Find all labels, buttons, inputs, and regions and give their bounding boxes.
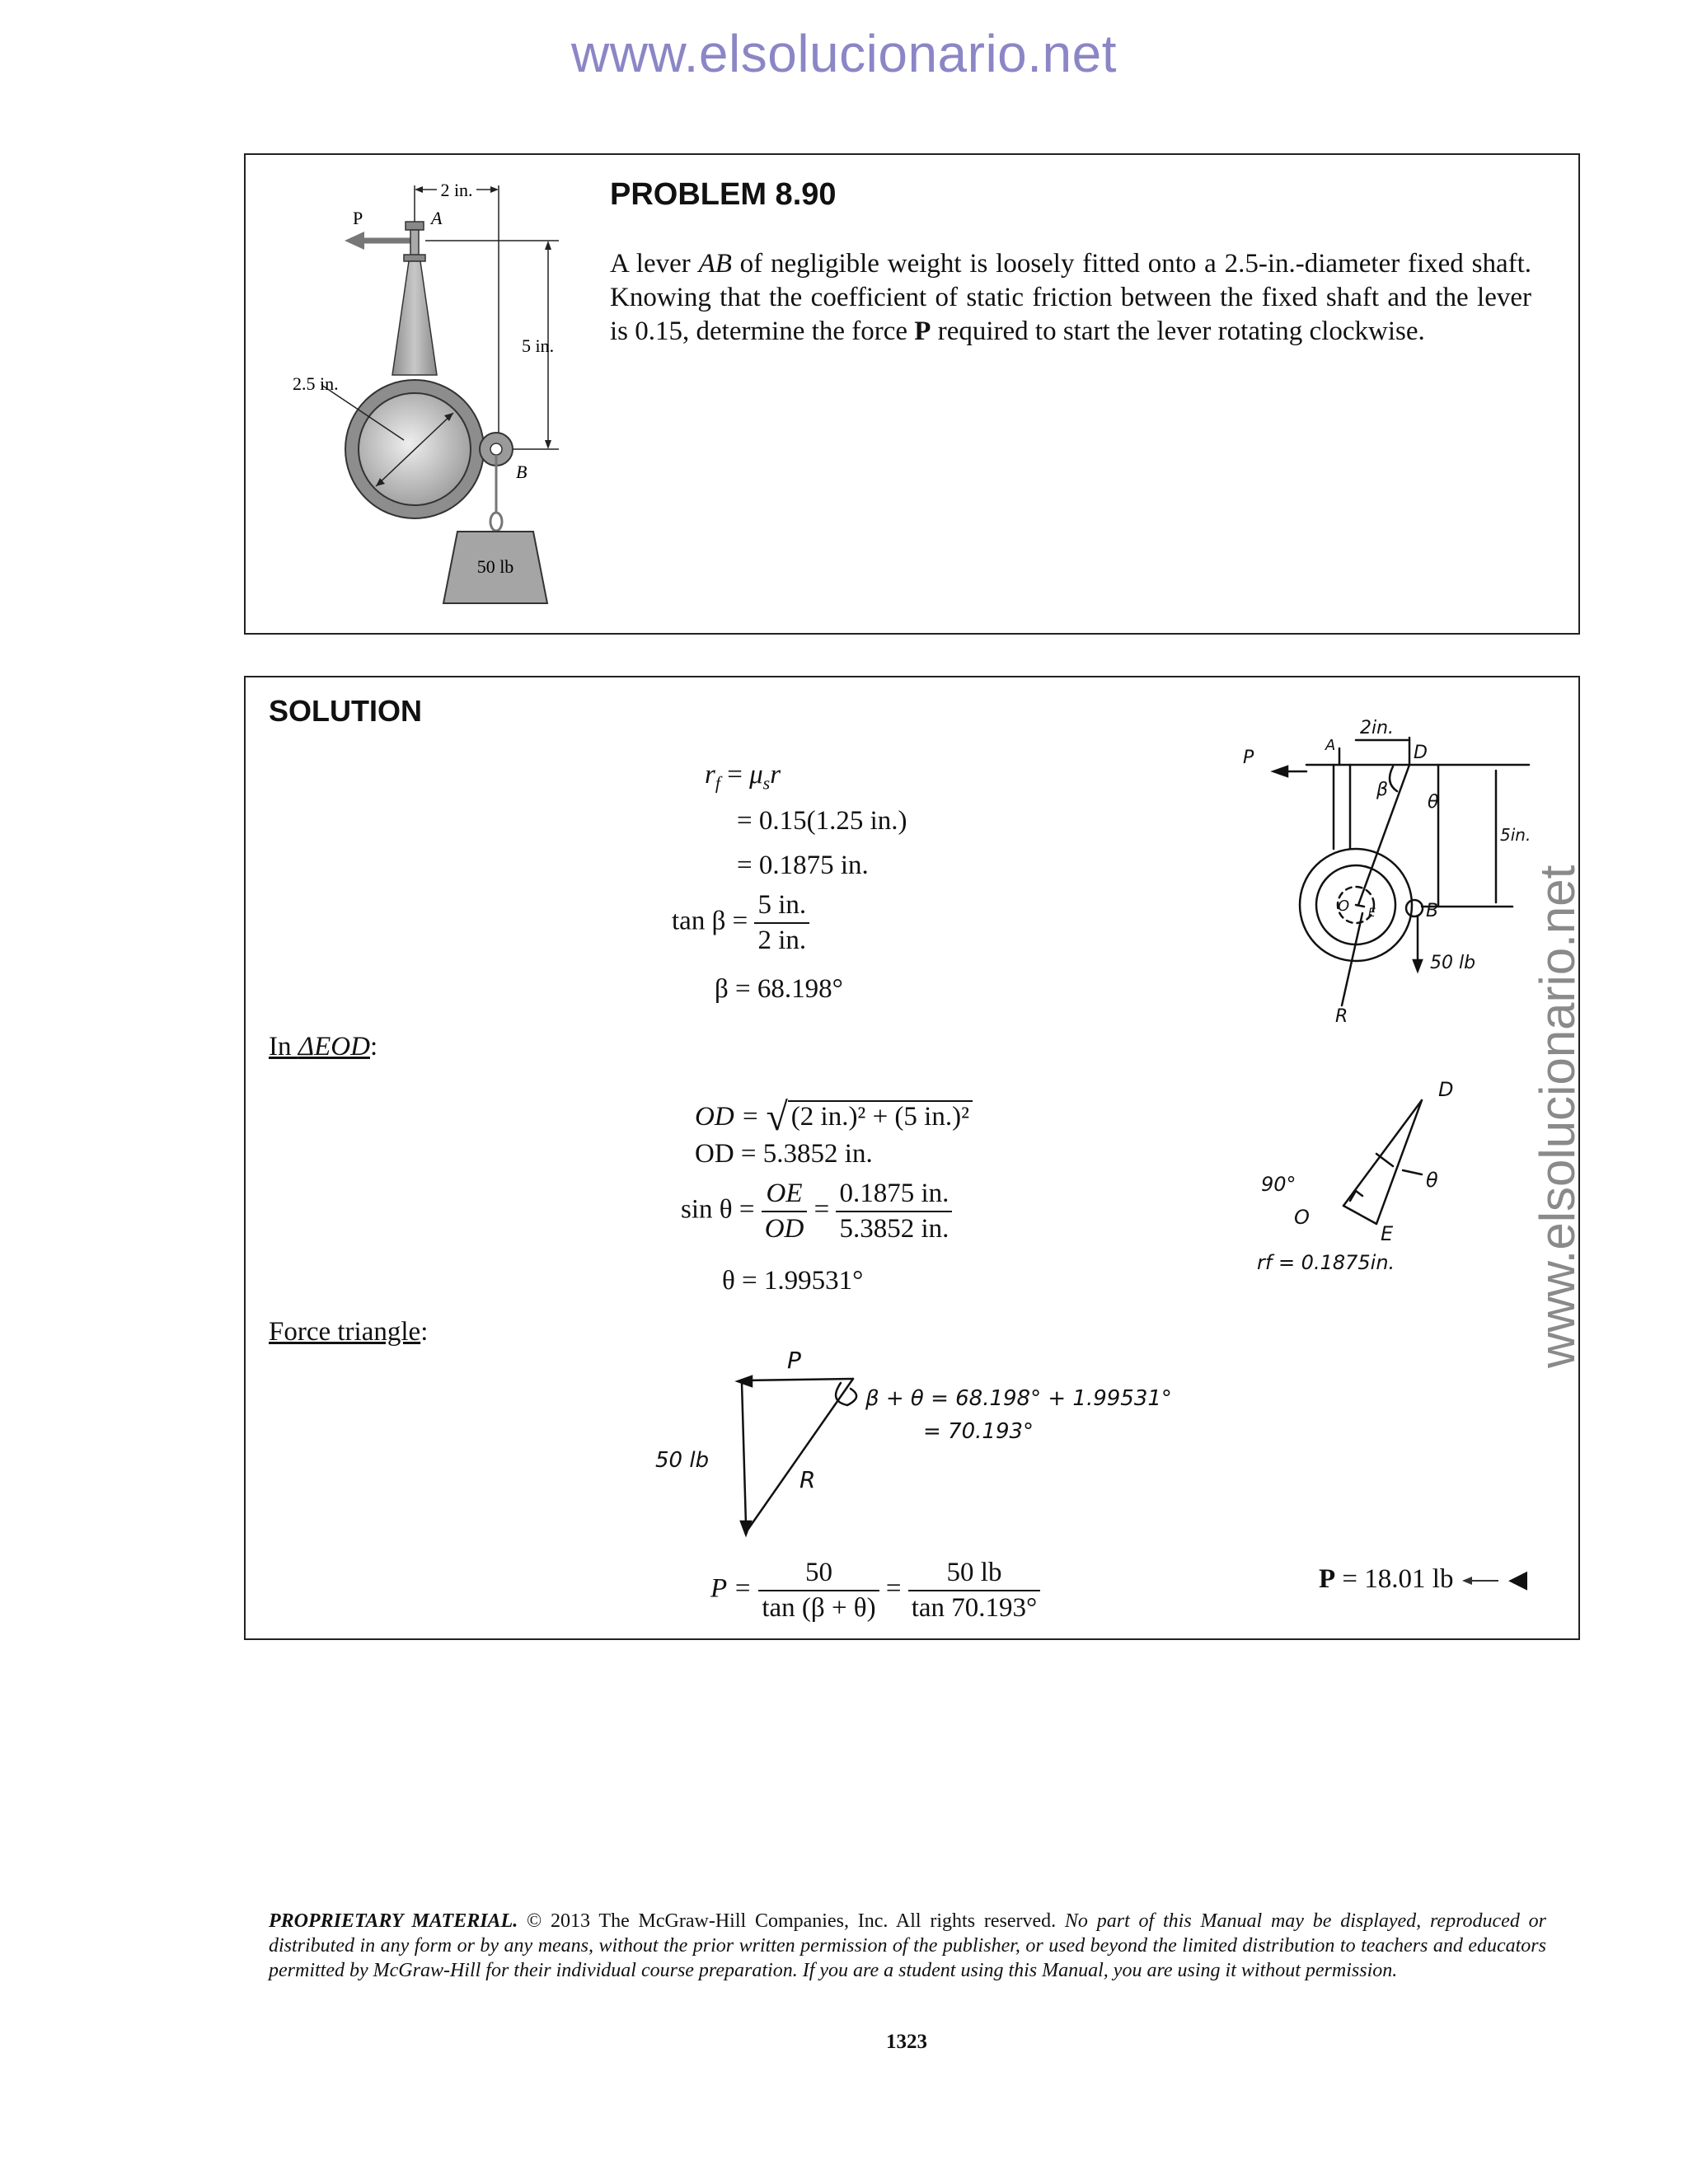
eq-rf: $r_f = \mu_sr$: [705, 760, 781, 794]
sk1-b: B: [1426, 901, 1439, 921]
label-b: B: [516, 462, 528, 482]
sk3-eq1: β + θ = 68.198° + 1.99531°: [865, 1386, 1172, 1411]
sk1-a: A: [1325, 737, 1336, 754]
sk1-o: O: [1338, 898, 1350, 915]
dim-diameter-label: 2.5 in.: [293, 373, 339, 394]
sk3-p: P: [787, 1347, 801, 1374]
eq-od-sqrt: OD = √ (2 in.)² + (5 in.)²: [695, 1090, 973, 1135]
sk2-e: E: [1381, 1222, 1394, 1245]
sk3-r: R: [799, 1466, 816, 1493]
eq-od-value: OD = 5.3852 in.: [695, 1139, 873, 1169]
watermark-side: www.elsolucionario.net: [1530, 865, 1585, 1368]
force-triangle-heading: Force triangle:: [269, 1317, 429, 1347]
label-a: A: [431, 208, 443, 228]
eq-rf-line2: = 0.15(1.25 in.): [737, 806, 907, 836]
sk2-d: D: [1438, 1078, 1454, 1101]
sketch-force-triangle: [643, 1343, 1236, 1549]
sk1-5in: 5in.: [1500, 825, 1531, 845]
arrow-left-icon: [1461, 1572, 1502, 1589]
sk1-theta: θ: [1428, 792, 1439, 813]
sketch-lever-diagram: [1228, 701, 1558, 1030]
eq-theta-value: θ = 1.99531°: [722, 1266, 864, 1296]
sk1-e: E: [1368, 907, 1376, 920]
in-eod-heading: In ΔEOD:: [269, 1032, 378, 1062]
problem-figure: [280, 169, 585, 614]
sk1-d: D: [1414, 743, 1428, 763]
problem-title: PROBLEM 8.90: [610, 177, 837, 212]
sk3-eq2: = 70.193°: [923, 1419, 1034, 1444]
sk3-50lb: 50 lb: [655, 1448, 710, 1473]
answer-marker-icon: ◀: [1507, 1566, 1528, 1593]
weight-label: 50 lb: [476, 556, 514, 577]
sketch-triangle-eod: [1253, 1076, 1517, 1290]
sk2-theta: θ: [1426, 1169, 1438, 1192]
sk1-r: R: [1335, 1006, 1348, 1027]
sk1-p: P: [1243, 748, 1254, 768]
solution-title: SOLUTION: [269, 694, 422, 728]
eq-tan-beta: tan β = $\frac{5 in.}{2 in.}$: [672, 890, 809, 956]
label-p: P: [353, 208, 363, 228]
eq-p-final: P = $\frac{50}{\tan (\beta + \theta)}$ = $\frac{50 lb}{\tan 70.193^\circ}$: [710, 1558, 1040, 1624]
sk1-beta: β: [1376, 780, 1389, 800]
dim-5in-label: 5 in.: [522, 335, 555, 356]
eq-sin-theta: sin θ = $\frac{OE}{OD}$ = $\frac{0.1875 in.}{5.3852 in.}$: [681, 1179, 952, 1244]
page-number: 1323: [886, 2031, 927, 2053]
eq-rf-line3: = 0.1875 in.: [737, 851, 869, 880]
problem-statement: A lever AB of negligible weight is loosely fitted onto a 2.5-in.-diameter fixed shaft. Knowing that the coefficient of static friction between the fixed shaft and the lever is 0.15, determine the force P required to start the lever rotating clockwise.: [610, 249, 1531, 346]
eq-beta-value: β = 68.198°: [715, 974, 843, 1004]
sk2-rf: rf = 0.1875in.: [1257, 1251, 1395, 1274]
sk2-o: O: [1294, 1206, 1310, 1229]
footer-copyright: PROPRIETARY MATERIAL. © 2013 The McGraw-Hill Companies, Inc. All rights reserved. No part of this Manual may be displayed, reproduced or distributed in any form or by any means, without the prior written permission of the publisher, or used beyond the limited distribution to teachers and educators permitted by McGraw-Hill for their individual course preparation. If you are a student using this Manual, you are using it without permission.: [269, 1910, 1546, 1981]
answer: P = 18.01 lb ◀: [1319, 1564, 1528, 1594]
sk1-2in: 2in.: [1360, 718, 1395, 738]
sk1-50lb: 50 lb: [1430, 953, 1476, 973]
sk2-90: 90°: [1261, 1173, 1296, 1196]
dim-2in-label: 2 in.: [440, 180, 473, 200]
watermark-top: www.elsolucionario.net: [571, 24, 1117, 83]
